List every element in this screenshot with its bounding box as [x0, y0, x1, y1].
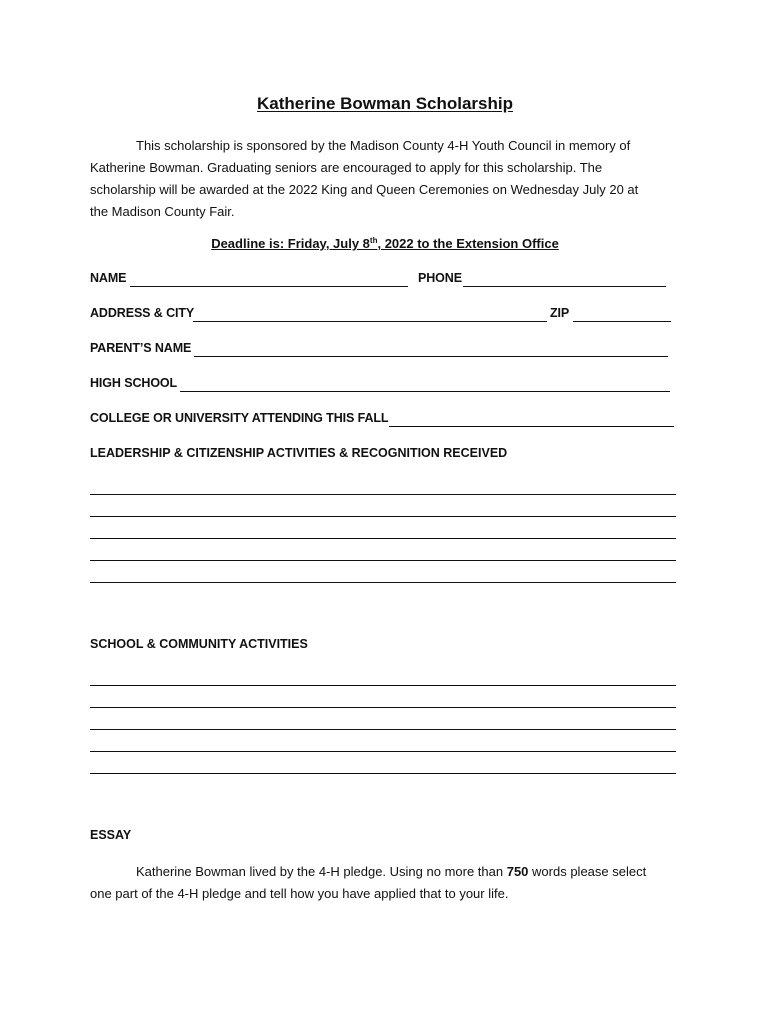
intro-line: Katherine Bowman. Graduating seniors are encouraged to apply for this scholarship. The: [90, 160, 603, 175]
essay-text-end: words please select: [528, 864, 647, 879]
name-field[interactable]: [130, 286, 408, 287]
essay-instructions: [90, 861, 690, 905]
school-community-answer-line[interactable]: [90, 707, 676, 708]
deadline-notice: [0, 236, 770, 251]
parent-field[interactable]: [194, 356, 668, 357]
school-community-heading: SCHOOL & COMMUNITY ACTIVITIES: [90, 637, 308, 651]
name-label: NAME: [90, 271, 127, 285]
zip-label: ZIP: [550, 306, 570, 320]
high-school-label: HIGH SCHOOL: [90, 376, 178, 390]
parent-label: PARENT’S NAME: [90, 341, 192, 355]
school-community-answer-line[interactable]: [90, 685, 676, 686]
high-school-field[interactable]: [180, 391, 670, 392]
leadership-answer-line[interactable]: [90, 560, 676, 561]
school-community-answer-line[interactable]: [90, 751, 676, 752]
leadership-answer-line[interactable]: [90, 516, 676, 517]
essay-heading: ESSAY: [90, 828, 132, 842]
intro-line: scholarship will be awarded at the 2022 King and Queen Ceremonies on Wednesday July 20 at: [90, 182, 639, 197]
intro-paragraph: [90, 135, 680, 223]
address-field[interactable]: [193, 321, 547, 322]
deadline-text: Deadline is: Friday, July 8: [211, 236, 370, 251]
intro-line: the Madison County Fair.: [90, 204, 235, 219]
deadline-text-end: , 2022 to the Extension Office: [377, 236, 559, 251]
essay-word-limit: 750: [506, 864, 529, 879]
essay-line: [90, 861, 690, 883]
page-title: Katherine Bowman Scholarship: [257, 94, 513, 113]
leadership-answer-line[interactable]: [90, 538, 676, 539]
zip-field[interactable]: [573, 321, 671, 322]
leadership-heading: LEADERSHIP & CITIZENSHIP ACTIVITIES & RECOGNITION RECEIVED: [90, 446, 508, 460]
deadline-suffix: th: [369, 236, 378, 245]
essay-line: one part of the 4-H pledge and tell how you have applied that to your life.: [90, 886, 509, 901]
college-label: COLLEGE OR UNIVERSITY ATTENDING THIS FALL: [90, 411, 389, 425]
leadership-answer-line[interactable]: [90, 494, 676, 495]
essay-text-start: Katherine Bowman lived by the 4-H pledge. Using no more than: [136, 864, 507, 879]
phone-label: PHONE: [418, 271, 462, 285]
address-label: ADDRESS & CITY: [90, 306, 195, 320]
phone-field[interactable]: [463, 286, 666, 287]
school-community-answer-line[interactable]: [90, 729, 676, 730]
intro-line: This scholarship is sponsored by the Madison County 4-H Youth Council in memory of: [136, 138, 631, 153]
school-community-answer-line[interactable]: [90, 773, 676, 774]
leadership-answer-line[interactable]: [90, 582, 676, 583]
college-field[interactable]: [389, 426, 674, 427]
